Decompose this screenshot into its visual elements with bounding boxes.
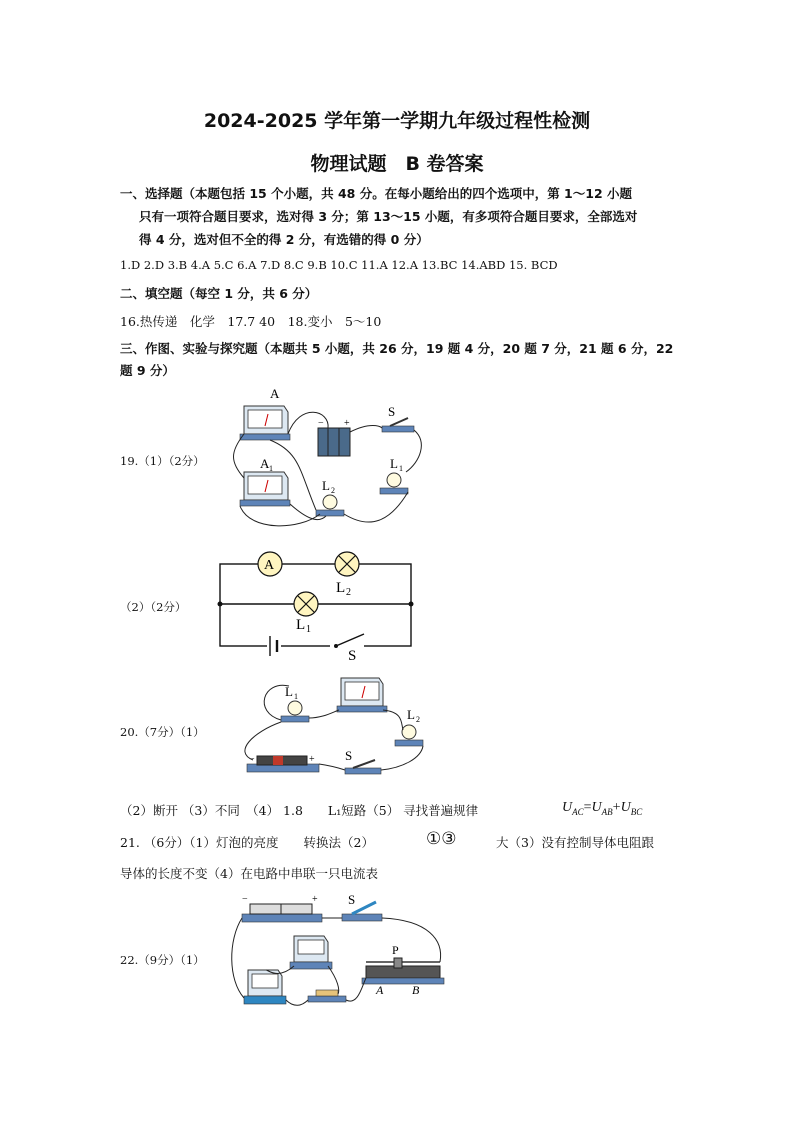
battery-icon — [318, 418, 350, 456]
page-subtitle: 物理试题 B 卷答案 — [310, 153, 484, 175]
q20-answers: （2）断开 （3）不同 （4） 1.8 L₁短路（5） 寻找普遍规律 — [120, 803, 479, 818]
ammeter-a1-label: A — [260, 456, 270, 471]
lamp-l2-sub: 2 — [416, 715, 420, 724]
ammeter-icon — [244, 970, 286, 1004]
switch-s-label: S — [388, 404, 396, 419]
q22-physical-circuit-figure — [228, 890, 448, 1020]
q21-line1b: 大（3）没有控制导体电阻跟 — [496, 835, 654, 850]
q20-part1-label: 20.（7分）（1） — [120, 725, 205, 739]
switch-symbol-label: S — [348, 648, 357, 662]
lamp-l1-symbol-icon — [294, 592, 318, 616]
svg-text:−: − — [249, 754, 255, 765]
q21-line1a: 21. （6分）（1）灯泡的亮度 转换法（2） — [120, 835, 374, 850]
switch-s-label: S — [348, 892, 356, 907]
lamp-l2-label: L — [407, 707, 415, 722]
q19-part1-label: 19.（1）（2分） — [120, 454, 205, 468]
lamp-l1-symbol-sub: 1 — [306, 624, 311, 635]
section1-line1: 一、选择题（本题包括 15 个小题，共 48 分。在每小题给出的四个选项中，第 1～12 小题 — [120, 186, 632, 201]
switch-s-label: S — [345, 748, 353, 763]
lamp-l1-label: L — [390, 456, 398, 471]
ammeter-a-icon — [240, 406, 290, 440]
voltmeter-icon — [290, 936, 332, 969]
q21-circled-answer: ①③ — [426, 829, 457, 849]
lamp-l1-label: L — [285, 684, 293, 699]
battery-icon — [247, 754, 319, 772]
lamp-l1-symbol-label: L — [296, 617, 306, 633]
q19-part2-label: （2）（2分） — [120, 600, 187, 614]
lamp-l2-symbol-label: L — [336, 580, 346, 596]
ammeter-a1-sub: 1 — [269, 464, 273, 473]
rheostat-icon — [362, 958, 444, 984]
slider-p-label: P — [392, 943, 399, 957]
q20-formula — [562, 800, 642, 817]
section1-line2: 只有一项符合题目要求，选对得 3 分；第 13～15 小题，有多项符合题目要求，全部选对 — [139, 209, 638, 224]
page-title: 2024-2025 学年第一学期九年级过程性检测 — [203, 110, 591, 132]
svg-text:+: + — [344, 418, 350, 429]
section1-answers: 1.D 2.D 3.B 4.A 5.C 6.A 7.D 8.C 9.B 10.C 11.A 12.A 13.BC 14.ABD 15. BCD — [120, 258, 558, 272]
q19-circuit-diagram — [212, 544, 422, 662]
svg-text:+: + — [312, 894, 318, 905]
ammeter-symbol-label: A — [264, 558, 275, 573]
lamp-l1-icon — [281, 701, 309, 722]
lamp-l2-symbol-icon — [335, 552, 359, 576]
lamp-l2-icon — [316, 495, 344, 516]
svg-text:−: − — [318, 418, 324, 429]
q20-physical-circuit-figure — [233, 672, 433, 784]
lamp-l2-symbol-sub: 2 — [346, 587, 351, 598]
section3-line2: 题 9 分） — [120, 363, 175, 378]
lamp-l2-sub: 2 — [331, 486, 335, 495]
q22-label: 22.（9分）（1） — [120, 953, 205, 967]
lamp-l1-icon — [380, 473, 408, 494]
battery-symbol-icon — [267, 636, 281, 656]
switch-s-icon — [382, 418, 414, 432]
resistor-icon — [308, 990, 346, 1002]
lamp-l1-sub: 1 — [294, 692, 298, 701]
lamp-l1-sub: 1 — [399, 464, 403, 473]
section3-line1: 三、作图、实验与探究题（本题共 5 小题，共 26 分，19 题 4 分，20 题 7 分，21 题 6 分，22 — [120, 341, 674, 356]
section2-heading: 二、填空题（每空 1 分，共 6 分） — [120, 286, 318, 301]
battery-icon — [242, 894, 322, 922]
end-b-label: B — [412, 983, 420, 997]
end-a-label: A — [376, 983, 384, 997]
voltmeter-icon — [337, 678, 387, 712]
formula-text: $U_{AC}=U_{AB}+U_{BC}$ — [562, 800, 643, 817]
section1-line3: 得 4 分，选对但不全的得 2 分，有选错的得 0 分） — [139, 232, 429, 247]
q21-line2: 导体的长度不变（4）在电路中串联一只电流表 — [120, 866, 378, 881]
section2-answers: 16.热传递 化学 17.7 40 18.变小 5～10 — [120, 314, 382, 329]
ammeter-a-label: A — [270, 386, 280, 401]
svg-text:−: − — [242, 894, 248, 905]
ammeter-a1-icon — [240, 472, 290, 506]
svg-text:+: + — [309, 754, 315, 765]
q19-physical-circuit-figure — [230, 382, 430, 537]
lamp-l2-label: L — [322, 478, 330, 493]
lamp-l2-icon — [395, 725, 423, 746]
switch-symbol-icon — [330, 634, 364, 650]
